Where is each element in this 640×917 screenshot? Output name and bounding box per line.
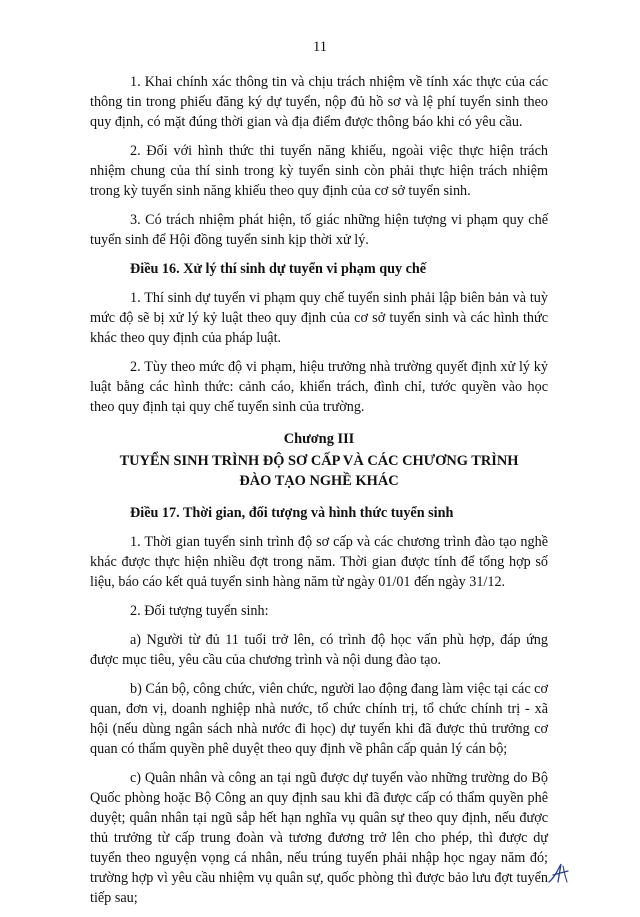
- paragraph: 2. Đối tượng tuyển sinh:: [130, 603, 269, 619]
- page-number: 11: [313, 39, 327, 55]
- paragraph: 2. Đối với hình thức thi tuyển năng khiếu, ngoài việc thực hiện trách nhiệm chung của thí sinh trong kỳ tuyển sinh còn phải thực hiện trách nhiệm trong kỳ tuyển sinh năng khiếu theo quy định của cơ sở tuyển sinh.: [90, 143, 548, 199]
- paragraph: b) Cán bộ, công chức, viên chức, người lao động đang làm việc tại các cơ quan, đơn vị, doanh nghiệp nhà nước, tổ chức chính trị, tổ chức chính trị - xã hội (nếu dùng ngân sách nhà nước đi học) dự tuyển khi đã được thủ trưởng cơ quan có thẩm quyền phê duyệt theo quy định về phân cấp quản lý cán bộ;: [90, 681, 548, 757]
- paragraph: 3. Có trách nhiệm phát hiện, tố giác những hiện tượng vi phạm quy chế tuyển sinh để Hội đồng tuyển sinh kịp thời xử lý.: [90, 212, 548, 248]
- paragraph: 1. Thời gian tuyển sinh trình độ sơ cấp và các chương trình đào tạo nghề khác được thực hiện nhiều đợt trong năm. Thời gian được tính để tổng hợp số liệu, báo cáo kết quả tuyển sinh hàng năm từ ngày 01/01 đến ngày 31/12.: [90, 534, 548, 590]
- chapter-title-line: TUYỂN SINH TRÌNH ĐỘ SƠ CẤP VÀ CÁC CHƯƠNG TRÌNH: [119, 453, 519, 469]
- chapter-title: [90, 451, 548, 491]
- paragraph: 1. Khai chính xác thông tin và chịu trách nhiệm về tính xác thực của các thông tin trong phiếu đăng ký dự tuyển, nộp đủ hồ sơ và lệ phí tuyển sinh theo quy định, có mặt đúng thời gian và địa điểm được thông báo khi có yêu cầu.: [90, 74, 548, 130]
- paragraph: c) Quân nhân và công an tại ngũ được dự tuyển vào những trường do Bộ Quốc phòng hoặc Bộ Công an quy định sau khi đã được cấp có thẩm quyền phê duyệt; quân nhân tại ngũ sắp hết hạn nghĩa vụ quân sự theo quy định, nếu được thủ trưởng từ cấp trung đoàn và tương đương trở lên cho phép, thì được dự tuyển theo nguyện vọng cá nhân, nếu trúng tuyển phải nhập học ngay năm đó; trường hợp vì yêu cầu nhiệm vụ quân sự, quốc phòng thì được bảo lưu đợt tuyển tiếp sau;: [90, 770, 548, 906]
- chapter-heading: [90, 429, 548, 491]
- handwritten-initials-icon: [546, 860, 572, 886]
- article-17-heading: Điều 17. Thời gian, đối tượng và hình thức tuyển sinh: [130, 505, 454, 521]
- paragraph: 1. Thí sinh dự tuyển vi phạm quy chế tuyển sinh phải lập biên bản và tuỳ mức độ sẽ bị xử lý kỷ luật theo quy định của cơ sở tuyển sinh và các hình thức khác theo quy định của pháp luật.: [90, 290, 548, 346]
- paragraph: 2. Tùy theo mức độ vi phạm, hiệu trưởng nhà trường quyết định xử lý kỷ luật bằng các hình thức: cảnh cáo, khiển trách, đình chỉ, tước quyền vào học theo quy định tại quy chế tuyển sinh của trường.: [90, 359, 548, 415]
- paragraph: a) Người từ đủ 11 tuổi trở lên, có trình độ học vấn phù hợp, đáp ứng được mục tiêu, yêu cầu của chương trình và nội dung đào tạo.: [90, 632, 548, 668]
- chapter-label: Chương III: [283, 431, 355, 447]
- article-16-heading: Điều 16. Xử lý thí sinh dự tuyển vi phạm quy chế: [130, 261, 427, 277]
- chapter-title-line: ĐÀO TẠO NGHỀ KHÁC: [239, 473, 399, 489]
- document-body: [90, 72, 548, 917]
